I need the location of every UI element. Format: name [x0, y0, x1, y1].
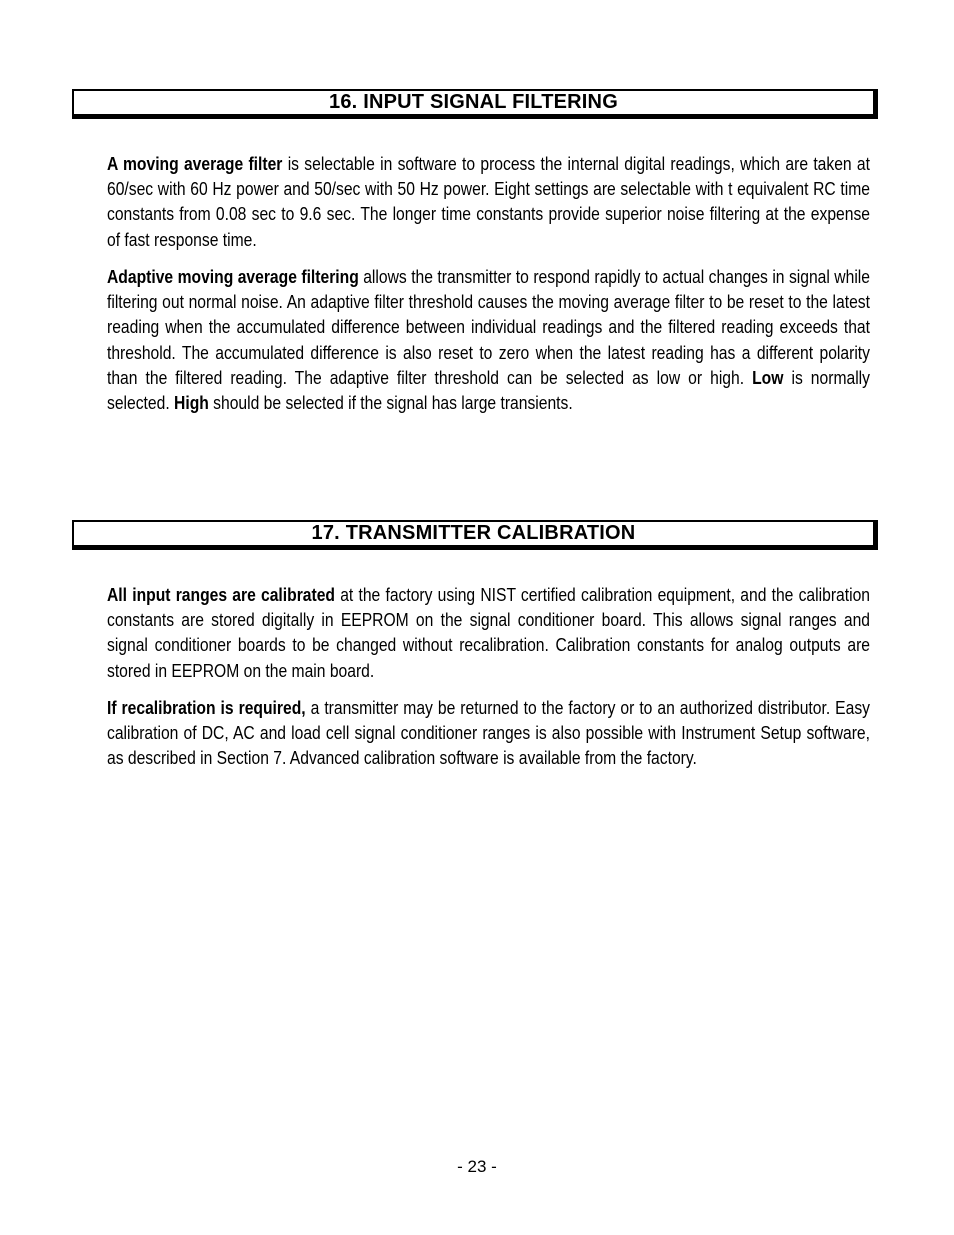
filter-p1-lead: A moving average filter: [107, 154, 283, 174]
page-number: - 23 -: [457, 1157, 497, 1176]
filter-p2-text3: should be selected if the signal has large transients.: [208, 393, 573, 414]
calibration-p1-lead: All input ranges are calibrated: [107, 585, 335, 605]
filter-p1-text: is selectable in software to process the internal digital readings, which are taken at 60/sec with 60 Hz power and 50/sec with 50 Hz power. Eight settings are selectable with t equivalent RC time constants from 0.08 sec to 9.6 sec. The longer time constants provide superior noise filtering at the expense of fast response time.: [107, 154, 870, 250]
filter-p2-text2: is normally selected.: [107, 367, 870, 414]
calibration-paragraph-2: [107, 696, 870, 772]
filter-paragraph-1: [107, 152, 870, 253]
calibration-p1-text: at the factory using NIST certified calibration equipment, and the calibration constants are stored digitally in EEPROM on the signal conditioner board. This allows signal ranges and signal conditioner boards to be changed without recalibration. Calibration constants for analog outputs are stored in EEPROM on the main board.: [107, 585, 870, 681]
section-16-title: 16. INPUT SIGNAL FILTERING: [329, 91, 618, 113]
section-16-header: [72, 89, 878, 119]
calibration-p2-text: a transmitter may be returned to the factory or to an authorized distributor. Easy calibration of DC, AC and load cell signal conditioner ranges is also possible with Instrument Setup software, as described in Section 7. Advanced calibration software is available from the factory.: [107, 698, 870, 769]
section-17-title: 17. TRANSMITTER CALIBRATION: [311, 522, 636, 544]
filter-p2-low: Low: [752, 367, 784, 388]
calibration-p2-lead: If recalibration is required,: [107, 698, 306, 718]
filter-p2-text1: allows the transmitter to respond rapidly to actual changes in signal while filtering out normal noise. An adaptive filter threshold causes the moving average filter to be reset to the latest reading when the accumulated difference between individual readings and the filtered reading exceeds that threshold. The accumulated difference is also reset to zero when the latest reading has a different polarity than the filtered reading. The adaptive filter threshold can be selected as low or high.: [107, 267, 871, 388]
filter-p2-high: High: [174, 393, 209, 414]
filter-paragraph-2: [107, 265, 870, 416]
calibration-paragraph-1: [107, 583, 870, 684]
section-17-header: [72, 520, 878, 550]
filter-p2-lead: Adaptive moving average filtering: [107, 267, 359, 287]
